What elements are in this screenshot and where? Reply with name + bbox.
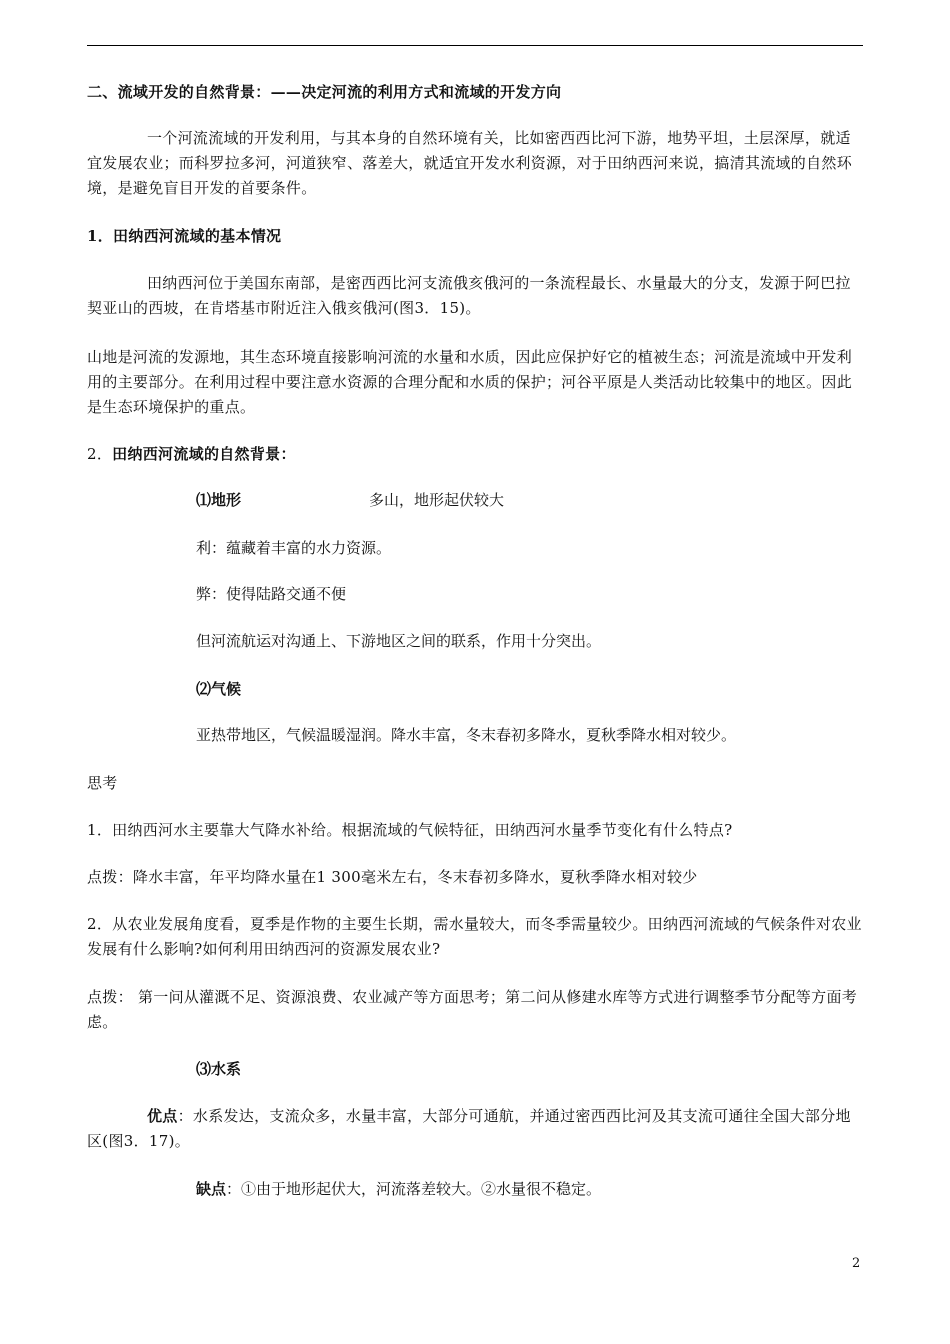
section-title: 二、流域开发的自然背景：——决定河流的利用方式和流域的开发方向 [87,83,562,101]
header-rule [87,45,863,46]
think-title: 思考 [87,774,118,792]
think-answer-1: 点拨：降水丰富，年平均降水量在1 300毫米左右，冬末春初多降水，夏秋季降水相对较少 [87,868,698,886]
water-pro-label: 优点 [147,1107,178,1125]
heading-text: 田纳西河流域的自然背景： [112,445,296,463]
think-answer-2: 点拨： 第一问从灌溉不足、资源浪费、农业减产等方面思考；第二问从修建水库等方式进行调整季节分配等方面考虑。 [87,988,858,1031]
water-label: ⑶水系 [196,1060,242,1078]
water-con [196,1177,601,1202]
terrain-pro: 利：蕴藏着丰富的水力资源。 [196,539,392,557]
intro-paragraph: 一个河流流域的开发利用，与其本身的自然环境有关，比如密西西比河下游，地势平坦，土层深厚，就适宜发展农业；而科罗拉多河，河道狭窄、落差大，就适宜开发水利资源，对于田纳西河来说，搞清其流域的自然环境，是避免盲目开发的首要条件。 [87,129,853,197]
water-con-text: ：①由于地形起伏大，河流落差较大。②水量很不稳定。 [226,1180,602,1198]
paragraph-basic-info: 田纳西河位于美国东南部，是密西西比河支流俄亥俄河的一条流程最长、水量最大的分支，发源于阿巴拉契亚山的西坡，在肯塔基市附近注入俄亥俄河(图3．15)。 [87,274,851,317]
water-pro [87,1104,863,1154]
terrain-desc: 多山，地形起伏较大 [369,491,505,509]
terrain-note: 但河流航运对沟通上、下游地区之间的联系，作用十分突出。 [196,632,602,650]
heading-natural-background [87,442,863,467]
terrain-con: 弊：使得陆路交通不便 [196,585,347,603]
think-question-2: 2．从农业发展角度看，夏季是作物的主要生长期，需水量较大，而冬季需量较少。田纳西河流域的气候条件对农业发展有什么影响?如何利用田纳西河的资源发展农业? [87,915,862,958]
water-pro-text: ：水系发达，支流众多，水量丰富，大部分可通航，并通过密西西比河及其支流可通往全国大部分地区(图3．17)。 [87,1107,851,1150]
think-question-1: 1．田纳西河水主要靠大气降水补给。根据流域的气候特征，田纳西河水量季节变化有什么特点? [87,821,733,839]
climate-label: ⑵气候 [196,680,242,698]
heading-basic-info: 1．田纳西河流域的基本情况 [87,227,282,245]
terrain-label: ⑴地形 [196,491,242,509]
heading-number: 2． [87,445,113,463]
page-number: 2 [852,1256,861,1271]
terrain-line [196,488,504,513]
climate-desc: 亚热带地区，气候温暖湿润。降水丰富，冬末春初多降水，夏秋季降水相对较少。 [196,726,737,744]
paragraph-mountain: 山地是河流的发源地，其生态环境直接影响河流的水量和水质，因此应保护好它的植被生态；河流是流域中开发利用的主要部分。在利用过程中要注意水资源的合理分配和水质的保护；河谷平原是人类活动比较集中的地区。因此是生态环境保护的重点。 [87,348,853,416]
water-con-label: 缺点 [196,1180,227,1198]
